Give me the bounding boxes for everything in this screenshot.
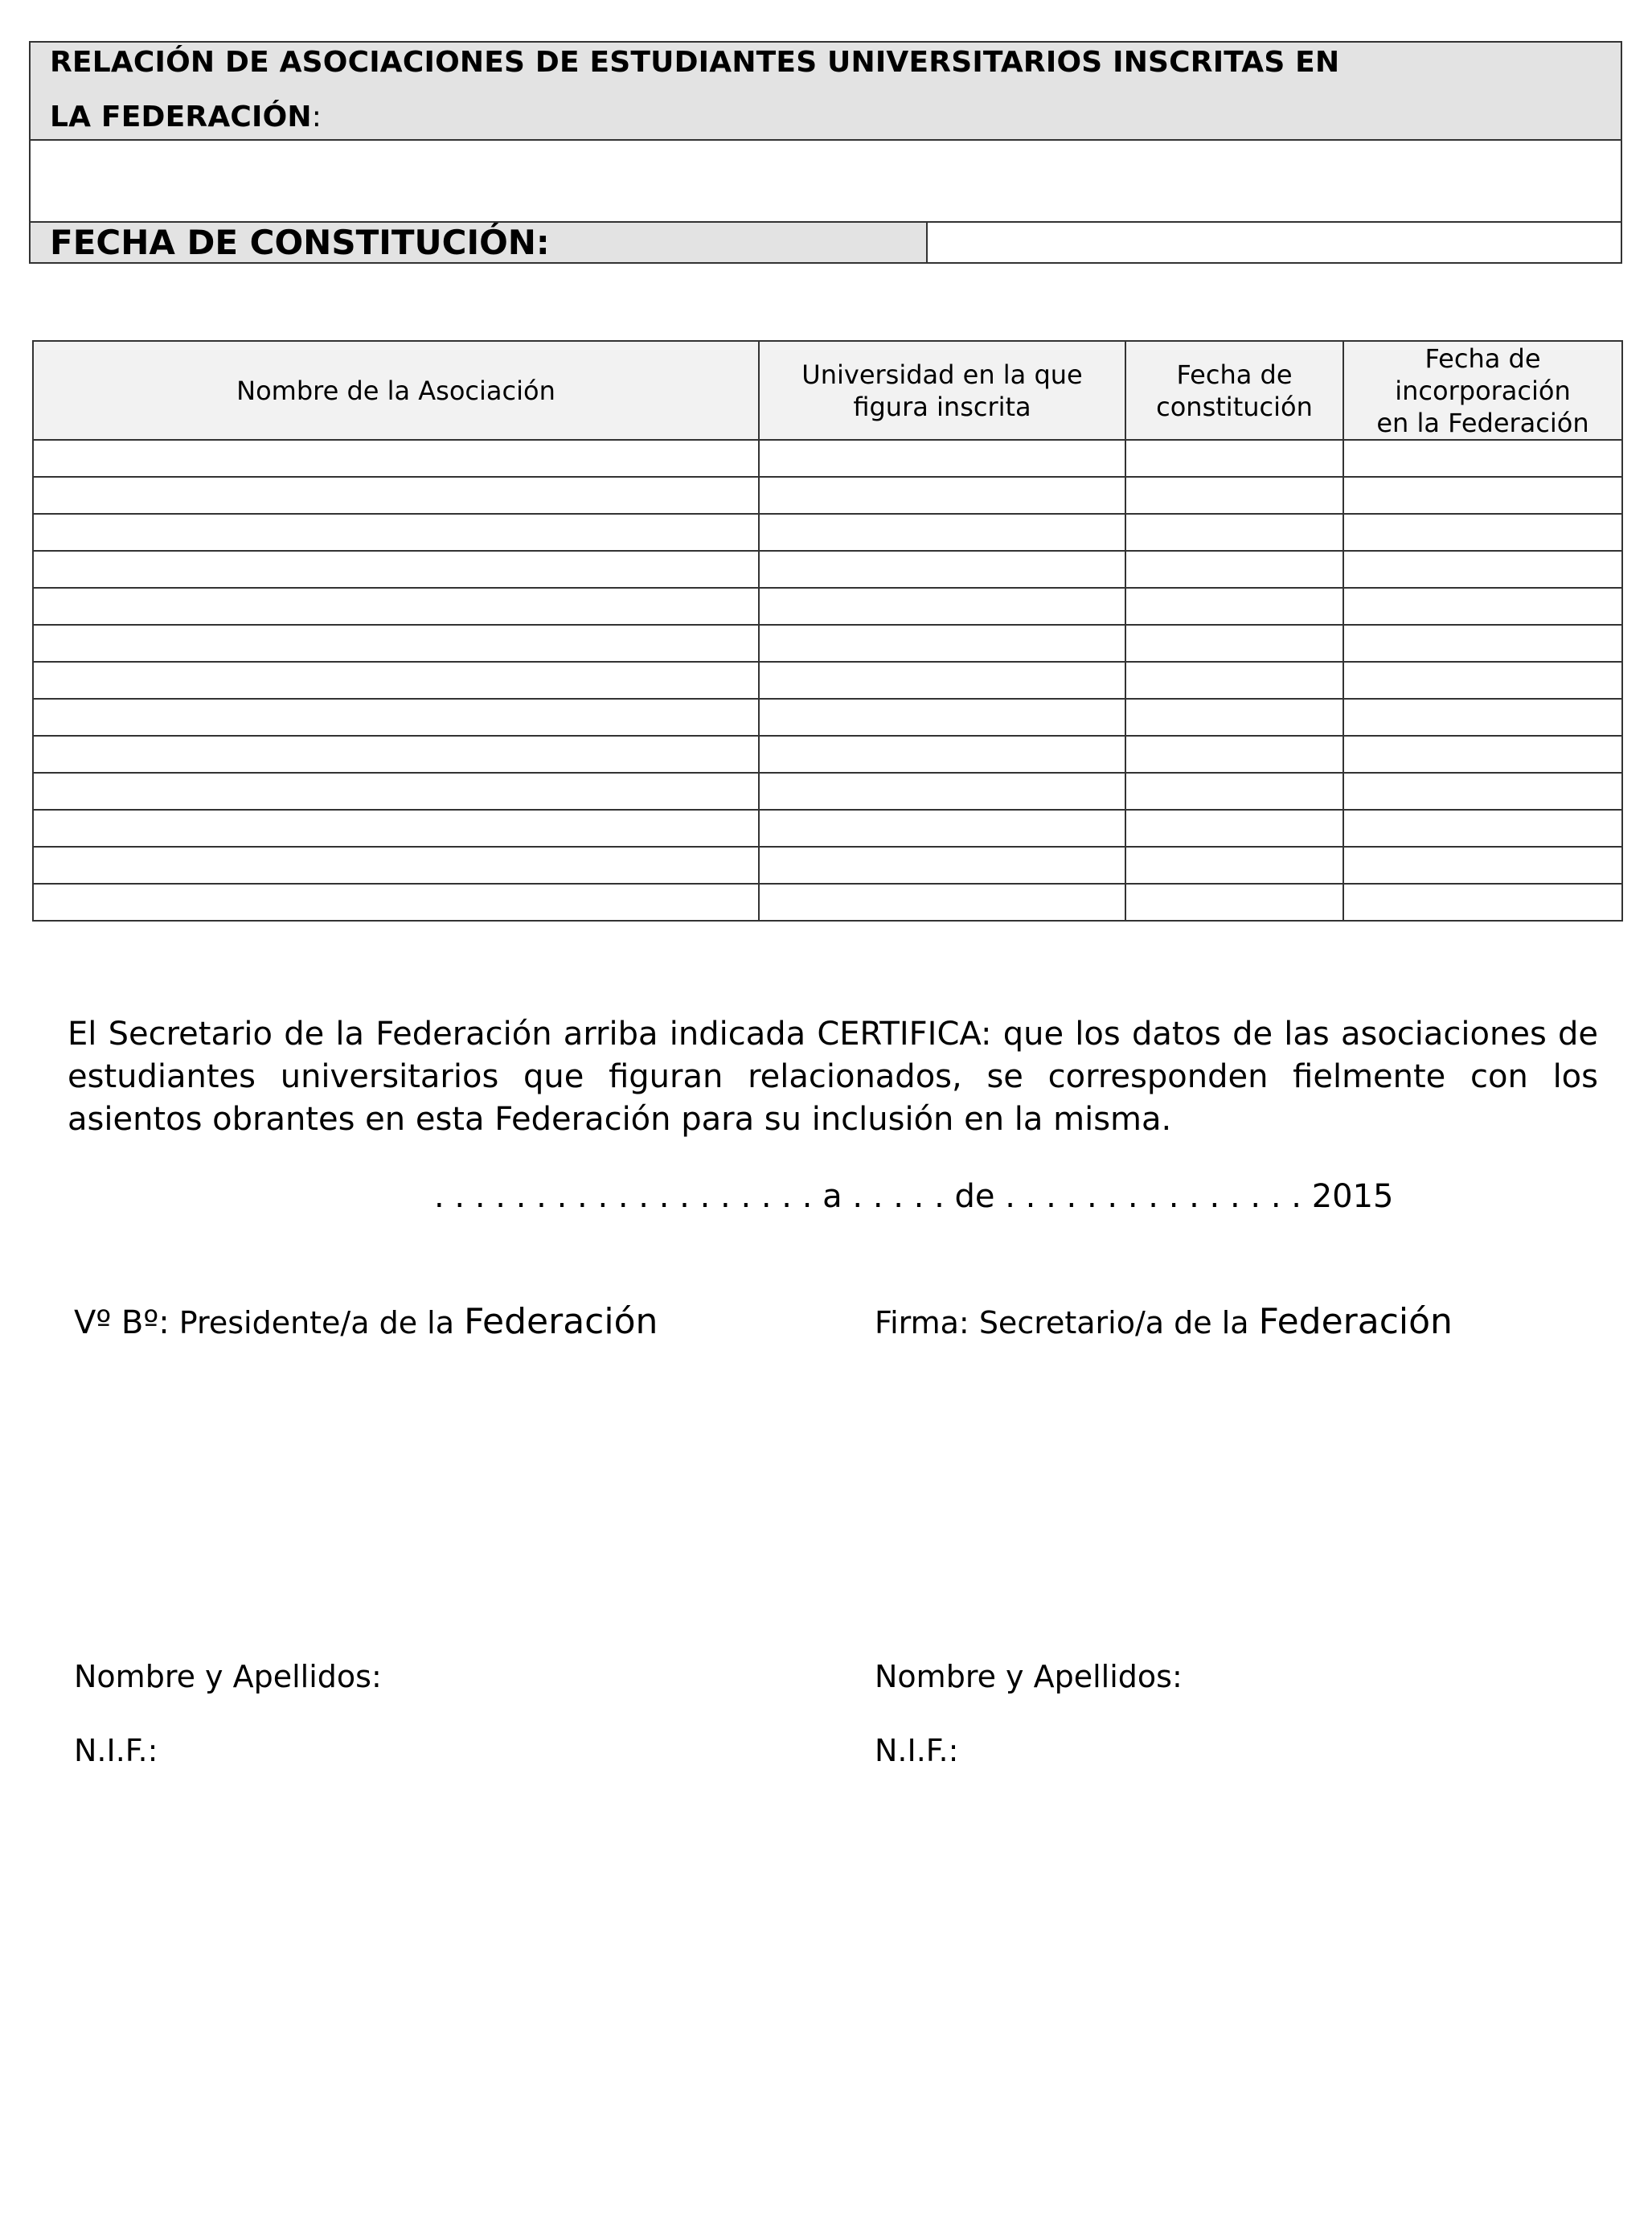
table-cell[interactable] <box>759 625 1125 662</box>
table-cell[interactable] <box>1125 440 1343 477</box>
table-cell[interactable] <box>1343 810 1622 847</box>
table-cell[interactable] <box>759 884 1125 921</box>
column-header-constitution-date <box>1125 341 1343 440</box>
table-row <box>33 588 1622 625</box>
column-header-line: incorporación <box>1395 375 1571 406</box>
table-cell[interactable] <box>33 736 759 773</box>
table-cell[interactable] <box>1343 736 1622 773</box>
header-title-line2-text: LA FEDERACIÓN <box>50 101 312 133</box>
table-cell[interactable] <box>33 699 759 736</box>
table-cell[interactable] <box>1125 588 1343 625</box>
column-header-university <box>759 341 1125 440</box>
secretary-signature-label <box>875 1301 1453 1342</box>
table-cell[interactable] <box>33 847 759 884</box>
table-cell[interactable] <box>1125 773 1343 810</box>
table-cell[interactable] <box>33 514 759 551</box>
associations-table <box>32 340 1623 922</box>
table-cell[interactable] <box>33 551 759 588</box>
secretary-role-entity: Federación <box>1258 1301 1453 1342</box>
table-cell[interactable] <box>33 810 759 847</box>
column-header-line: Fecha de <box>1176 359 1293 390</box>
table-cell[interactable] <box>759 810 1125 847</box>
table-cell[interactable] <box>759 551 1125 588</box>
table-row <box>33 847 1622 884</box>
president-nif-label: N.I.F.: <box>74 1733 158 1768</box>
table-row <box>33 440 1622 477</box>
column-header-line: figura inscrita <box>853 391 1031 422</box>
table-cell[interactable] <box>1343 884 1622 921</box>
table-cell[interactable] <box>1125 662 1343 699</box>
column-header-line: constitución <box>1156 391 1313 422</box>
vobo-label: Vº Bº: <box>74 1304 170 1341</box>
table-cell[interactable] <box>1125 810 1343 847</box>
table-row <box>33 810 1622 847</box>
place-date-line: . . . . . . . . . . . . . . . . . . . a . . . . . de . . . . . . . . . . . . . . . 2015 <box>434 1178 1394 1215</box>
table-cell[interactable] <box>33 662 759 699</box>
column-header-line: Universidad en la que <box>801 359 1083 390</box>
table-row <box>33 884 1622 921</box>
column-header-line: en la Federación <box>1376 407 1589 438</box>
table-cell[interactable] <box>33 884 759 921</box>
president-role: Presidente/a de la <box>178 1305 455 1340</box>
table-row <box>33 662 1622 699</box>
table-cell[interactable] <box>1125 551 1343 588</box>
table-cell[interactable] <box>1343 625 1622 662</box>
table-cell[interactable] <box>1125 699 1343 736</box>
table-row <box>33 736 1622 773</box>
table-cell[interactable] <box>1343 514 1622 551</box>
header-title-line2 <box>50 101 322 133</box>
table-cell[interactable] <box>33 477 759 514</box>
table-cell[interactable] <box>1125 625 1343 662</box>
column-header-association-name <box>33 341 759 440</box>
table-cell[interactable] <box>33 588 759 625</box>
president-signature-label <box>74 1301 658 1342</box>
table-cell[interactable] <box>1125 736 1343 773</box>
table-cell[interactable] <box>1343 699 1622 736</box>
table-cell[interactable] <box>759 514 1125 551</box>
secretary-nif-label: N.I.F.: <box>875 1733 959 1768</box>
table-cell[interactable] <box>1125 477 1343 514</box>
table-cell[interactable] <box>759 736 1125 773</box>
firma-label: Firma: <box>875 1305 969 1340</box>
table-cell[interactable] <box>1343 662 1622 699</box>
column-header-line: Nombre de la Asociación <box>236 375 555 406</box>
header-title-colon: : <box>311 101 322 133</box>
column-header-line: Fecha de <box>1424 343 1541 374</box>
president-name-label: Nombre y Apellidos: <box>74 1659 382 1694</box>
federation-name-field[interactable] <box>31 141 1621 223</box>
table-cell[interactable] <box>759 477 1125 514</box>
table-cell[interactable] <box>1125 884 1343 921</box>
table-row <box>33 699 1622 736</box>
table-cell[interactable] <box>1125 847 1343 884</box>
table-cell[interactable] <box>759 773 1125 810</box>
president-role-entity: Federación <box>464 1301 658 1342</box>
table-cell[interactable] <box>1343 773 1622 810</box>
table-row <box>33 477 1622 514</box>
header-title-row <box>31 43 1621 141</box>
table-cell[interactable] <box>1343 551 1622 588</box>
table-cell[interactable] <box>1125 514 1343 551</box>
table-cell[interactable] <box>33 440 759 477</box>
table-row <box>33 773 1622 810</box>
column-header-incorporation-date <box>1343 341 1622 440</box>
table-cell[interactable] <box>759 662 1125 699</box>
table-row <box>33 551 1622 588</box>
certification-paragraph: El Secretario de la Federación arriba indicada CERTIFICA: que los datos de las asociaciones de estudiantes universitarios que figuran relacionados, se corresponden fielmente con los asientos obrantes en esta Federación para su inclusión en la misma. <box>68 1016 1598 1138</box>
table-cell[interactable] <box>759 847 1125 884</box>
table-cell[interactable] <box>33 625 759 662</box>
table-cell[interactable] <box>33 773 759 810</box>
table-cell[interactable] <box>759 588 1125 625</box>
constitution-date-label-cell <box>31 223 928 262</box>
table-row <box>33 625 1622 662</box>
header-box <box>29 41 1622 264</box>
table-header-row <box>33 341 1622 440</box>
secretary-role: Secretario/a de la <box>978 1305 1249 1340</box>
table-cell[interactable] <box>1343 588 1622 625</box>
table-row <box>33 514 1622 551</box>
table-cell[interactable] <box>1343 440 1622 477</box>
header-title-line1: RELACIÓN DE ASOCIACIONES DE ESTUDIANTES UNIVERSITARIOS INSCRITAS EN <box>50 46 1340 79</box>
table-cell[interactable] <box>1343 477 1622 514</box>
constitution-date-label: FECHA DE CONSTITUCIÓN: <box>50 223 550 262</box>
constitution-date-field[interactable] <box>928 223 1621 262</box>
table-cell[interactable] <box>759 440 1125 477</box>
table-body <box>33 440 1622 921</box>
secretary-name-label: Nombre y Apellidos: <box>875 1659 1183 1694</box>
table-cell[interactable] <box>1343 847 1622 884</box>
table-cell[interactable] <box>759 699 1125 736</box>
